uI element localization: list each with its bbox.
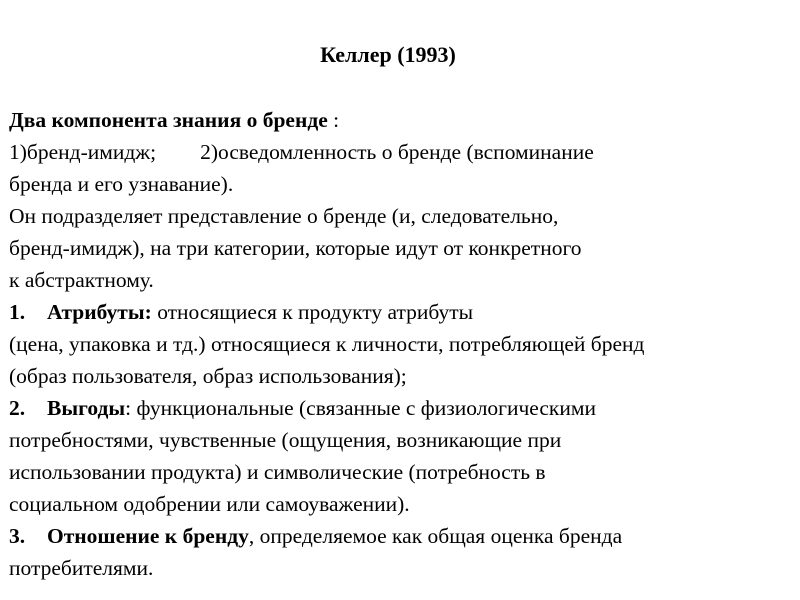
category-3-text-1: , определяемое как общая оценка бренда — [248, 524, 623, 548]
category-3-number: 3. — [9, 524, 26, 548]
intro-item-2: 2)осведомленность о бренде (вспоминание — [200, 140, 594, 164]
slide-title: Келлер (1993) — [320, 42, 456, 67]
category-3-term: Отношение к бренду — [47, 524, 249, 548]
category-1-line-2: (цена, упаковка и тд.) относящиеся к личности, потребляющей бренд — [9, 332, 645, 356]
category-2-text-1: : функциональные (связанные с физиологическими — [125, 396, 596, 420]
intro-items-line — [9, 136, 799, 168]
intro-item-2-continued: бренда и его узнавание). — [9, 172, 234, 196]
slide-body — [9, 104, 799, 584]
category-2-line-3: использовании продукта) и символические (потребность в — [9, 460, 546, 484]
category-2-line-1 — [9, 392, 799, 424]
category-2-line-4: социальном одобрении или самоуважении). — [9, 492, 410, 516]
category-1-text-1: относящиеся к продукту атрибуты — [151, 300, 474, 324]
division-line-1: Он подразделяет представление о бренде (и, следовательно, — [9, 204, 559, 228]
intro-heading-suffix: : — [327, 108, 340, 132]
intro-item-1: 1)бренд-имидж; — [9, 140, 157, 164]
category-2-number: 2. — [9, 396, 26, 420]
intro-heading: Два компонента знания о бренде — [9, 108, 328, 132]
category-1-term: Атрибуты: — [47, 300, 152, 324]
category-1-number: 1. — [9, 300, 26, 324]
category-2-line-2: потребностями, чувственные (ощущения, возникающие при — [9, 428, 562, 452]
category-3-line-2: потребителями. — [9, 556, 154, 580]
division-line-3: к абстрактному. — [9, 268, 154, 292]
division-line-2: бренд-имидж), на три категории, которые идут от конкретного — [9, 236, 582, 260]
category-1-line-1 — [9, 296, 799, 328]
category-3-line-1 — [9, 520, 799, 552]
category-2-term: Выгоды — [47, 396, 126, 420]
category-1-line-3: (образ пользователя, образ использования); — [9, 364, 407, 388]
intro-heading-line — [9, 104, 799, 136]
